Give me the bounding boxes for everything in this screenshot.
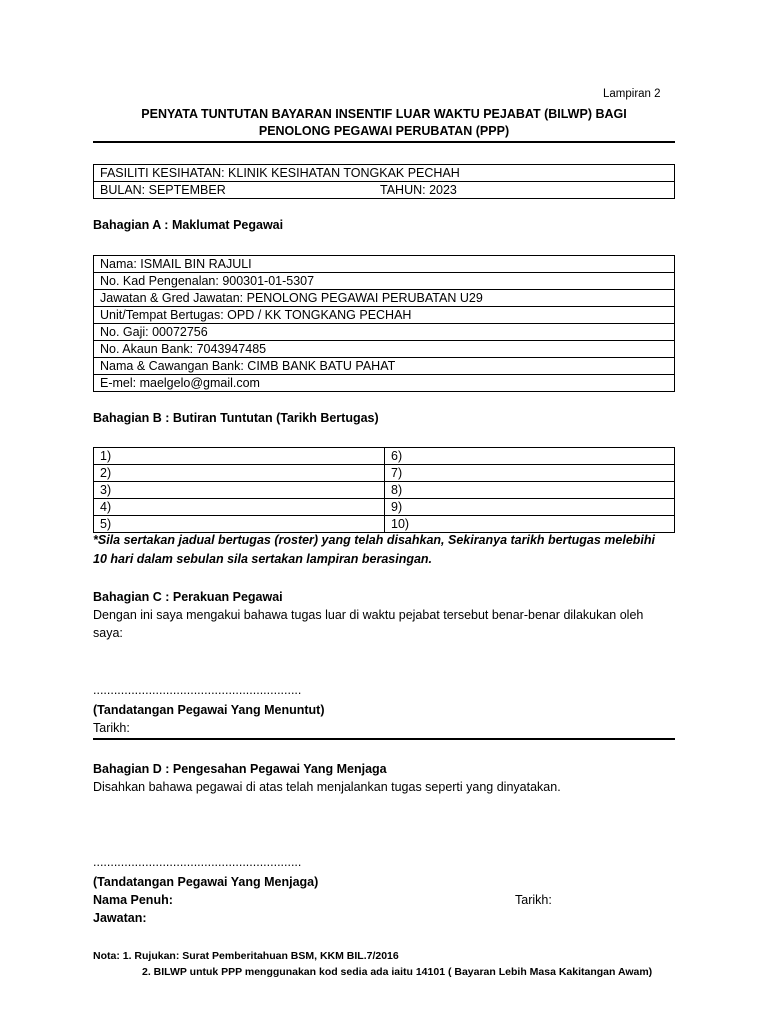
date-cell-4[interactable]: 4) <box>94 499 385 516</box>
section-c-divider <box>93 738 675 740</box>
verification-text: Disahkan bahawa pegawai di atas telah menjalankan tugas seperti yang dinyatakan. <box>93 780 561 794</box>
facility-cell: FASILITI KESIHATAN: KLINIK KESIHATAN TONGKAK PECHAH <box>94 165 675 182</box>
title-divider <box>93 141 675 143</box>
attachment-label: Lampiran 2 <box>603 88 661 100</box>
section-a-heading: Bahagian A : Maklumat Pegawai <box>93 218 284 232</box>
form-title-line2: PENOLONG PEGAWAI PERUBATAN (PPP) <box>258 124 510 138</box>
claimant-signature-line[interactable]: ............................................................ <box>93 683 302 697</box>
date-cell-10[interactable]: 10) <box>385 516 675 533</box>
section-c-heading: Bahagian C : Perakuan Pegawai <box>93 590 283 604</box>
date-cell-7[interactable]: 7) <box>385 465 675 482</box>
date-cell-3[interactable]: 3) <box>94 482 385 499</box>
ic-number-row: No. Kad Pengenalan: 900301-01-5307 <box>94 273 675 290</box>
date-cell-8[interactable]: 8) <box>385 482 675 499</box>
year-cell: TAHUN: 2023 <box>374 182 675 199</box>
date-cell-5[interactable]: 5) <box>94 516 385 533</box>
date-cell-9[interactable]: 9) <box>385 499 675 516</box>
supervisor-signature-line[interactable]: ............................................................ <box>93 855 302 869</box>
name-row: Nama: ISMAIL BIN RAJULI <box>94 256 675 273</box>
declaration-text-line2: saya: <box>93 626 123 640</box>
roster-note-line2: 10 hari dalam sebulan sila sertakan lampiran berasingan. <box>93 552 433 566</box>
section-d-heading: Bahagian D : Pengesahan Pegawai Yang Menjaga <box>93 762 387 776</box>
date-cell-6[interactable]: 6) <box>385 448 675 465</box>
section-b-heading: Bahagian B : Butiran Tuntutan (Tarikh Bertugas) <box>93 411 379 425</box>
position-label: Jawatan: <box>93 911 147 925</box>
roster-note-line1: *Sila sertakan jadual bertugas (roster) yang telah disahkan, Sekiranya tarikh bertugas melebihi <box>93 533 656 547</box>
facility-table <box>93 164 675 199</box>
note-line2: 2. BILWP untuk PPP menggunakan kod sedia ada iaitu 14101 ( Bayaran Lebih Masa Kakitangan Awam) <box>142 966 653 978</box>
full-name-label: Nama Penuh: <box>93 893 173 907</box>
bank-account-row: No. Akaun Bank: 7043947485 <box>94 341 675 358</box>
supervisor-signature-label: (Tandatangan Pegawai Yang Menjaga) <box>93 875 319 889</box>
officer-info-table <box>93 255 675 392</box>
salary-number-row: No. Gaji: 00072756 <box>94 324 675 341</box>
supervisor-date-label: Tarikh: <box>515 893 552 907</box>
claim-dates-table <box>93 447 675 533</box>
note-line1: Nota: 1. Rujukan: Surat Pemberitahuan BSM, KKM BIL.7/2016 <box>93 950 399 962</box>
form-title-line1: PENYATA TUNTUTAN BAYARAN INSENTIF LUAR WAKTU PEJABAT (BILWP) BAGI <box>141 107 627 121</box>
date-cell-1[interactable]: 1) <box>94 448 385 465</box>
claimant-date-label: Tarikh: <box>93 721 130 735</box>
declaration-text-line1: Dengan ini saya mengakui bahawa tugas luar di waktu pejabat tersebut benar-benar dilakukan oleh <box>93 608 644 622</box>
position-grade-row: Jawatan & Gred Jawatan: PENOLONG PEGAWAI PERUBATAN U29 <box>94 290 675 307</box>
month-cell: BULAN: SEPTEMBER <box>94 182 375 199</box>
date-cell-2[interactable]: 2) <box>94 465 385 482</box>
claimant-signature-label: (Tandatangan Pegawai Yang Menuntut) <box>93 703 325 717</box>
bank-branch-row: Nama & Cawangan Bank: CIMB BANK BATU PAHAT <box>94 358 675 375</box>
email-row: E-mel: maelgelo@gmail.com <box>94 375 675 392</box>
unit-row: Unit/Tempat Bertugas: OPD / KK TONGKANG PECHAH <box>94 307 675 324</box>
